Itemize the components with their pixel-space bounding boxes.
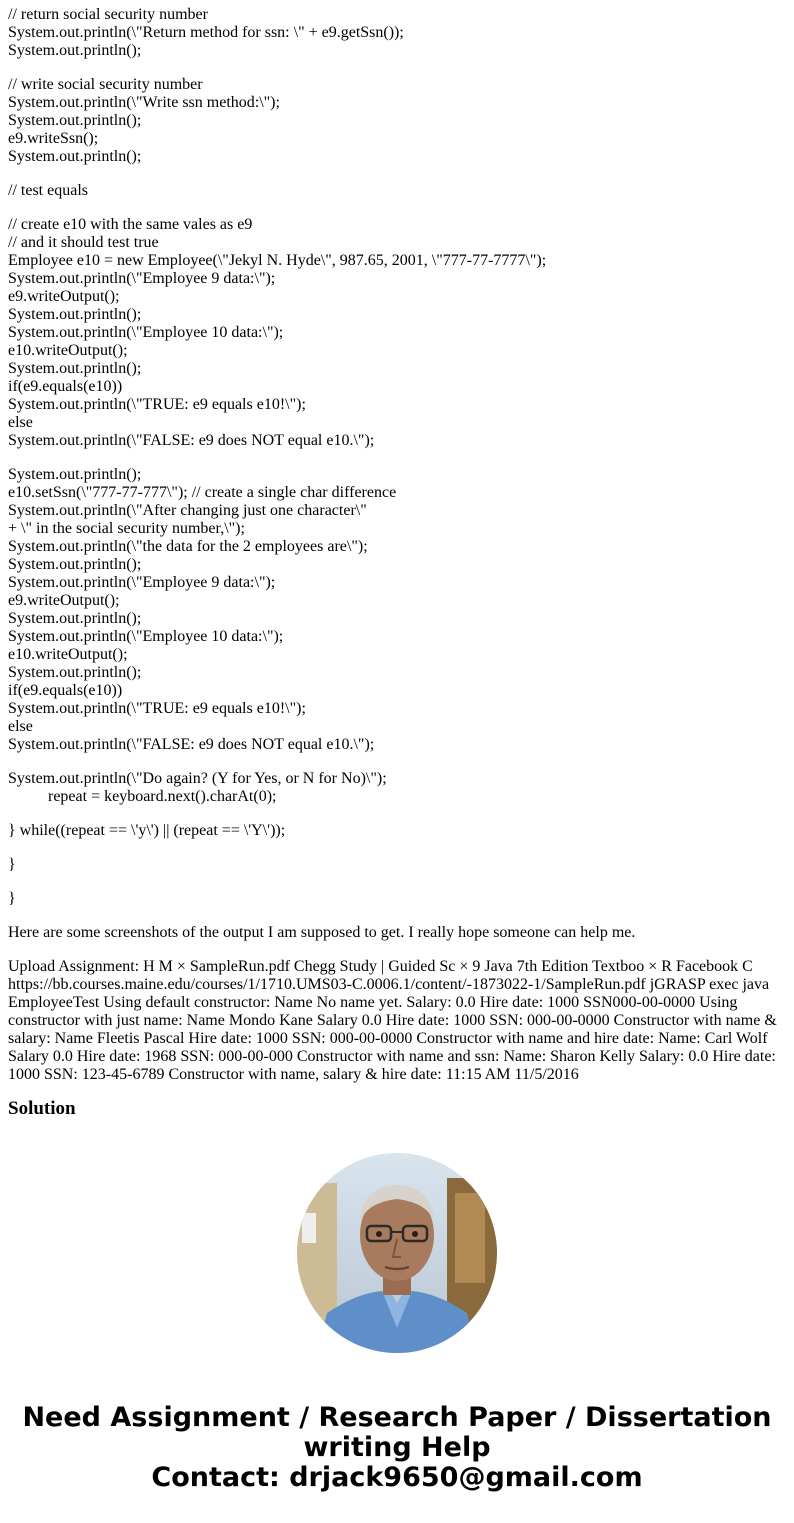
code-line: // write social security number <box>8 76 203 93</box>
code-line: System.out.println(\"Employee 10 data:\"); <box>8 324 284 341</box>
code-line: System.out.println(); <box>8 148 142 165</box>
code-line: System.out.println(); <box>8 360 142 377</box>
code-line: System.out.println(); <box>8 466 142 483</box>
code-line: System.out.println(); <box>8 610 142 627</box>
code-line: } <box>8 890 16 907</box>
code-line: System.out.println(\"FALSE: e9 does NOT equal e10.\"); <box>8 736 375 753</box>
author-photo <box>297 1153 497 1353</box>
code-blank-line <box>8 200 784 216</box>
solution-heading: Solution <box>8 1098 76 1119</box>
code-line: System.out.println(\"TRUE: e9 equals e10!\"); <box>8 396 306 413</box>
code-line: // test equals <box>8 182 88 199</box>
code-blank-line <box>8 450 784 466</box>
code-line: System.out.println(\"Do again? (Y for Yes, or N for No)\"); <box>8 770 387 787</box>
code-line: if(e9.equals(e10)) <box>8 378 123 395</box>
code-blank-line <box>8 166 784 182</box>
code-line: System.out.println(); <box>8 306 142 323</box>
code-line: System.out.println(\"TRUE: e9 equals e10!\"); <box>8 700 306 717</box>
code-line: } <box>8 856 16 873</box>
code-line: System.out.println(\"Employee 10 data:\"); <box>8 628 284 645</box>
code-line: else <box>8 414 33 431</box>
output-paragraph: Upload Assignment: H M × SampleRun.pdf Chegg Study | Guided Sc × 9 Java 7th Edition Textboo × R Facebook C https://bb.courses.maine.edu/courses/1/1710.UMS03-C.0006.1/content/-1873022-1/SampleRun.pdf jGRASP exec java EmployeeTest Using default constructor: Name No name yet. Salary: 0.0 Hire date: 1000 SSN000-00-0000 Using constructor with just name: Name Mondo Kane Salary 0.0 Hire date: 1000 SSN: 000-00-0000 Constructor with name & salary: Name Fleetis Pascal Hire date: 1000 SSN: 000-00-0000 Constructor with name and hire date: Name: Carl Wolf Salary 0.0 Hire date: 1968 SSN: 000-00-000 Constructor with name and ssn: Name: Sharon Kelly Salary: 0.0 Hire date: 1000 SSN: 123-45-6789 Constructor with name, salary & hire date: 11:15 AM 11/5/2016 <box>8 958 777 1083</box>
code-line: e10.writeOutput(); <box>8 646 128 663</box>
code-line: e9.writeSsn(); <box>8 130 99 147</box>
code-blank-line <box>8 874 784 890</box>
document-body <box>8 6 784 1120</box>
code-block <box>8 6 784 908</box>
code-line: e9.writeOutput(); <box>8 592 120 609</box>
code-line: e10.writeOutput(); <box>8 342 128 359</box>
code-line: + \" in the social security number,\"); <box>8 520 245 537</box>
code-line: System.out.println(\"FALSE: e9 does NOT equal e10.\"); <box>8 432 375 449</box>
code-blank-line <box>8 806 784 822</box>
code-line: System.out.println(); <box>8 42 142 59</box>
code-line: else <box>8 718 33 735</box>
footer-line-3: Contact: drjack9650@gmail.com <box>151 1462 643 1493</box>
code-line: System.out.println(\"Write ssn method:\"); <box>8 94 280 111</box>
intro-paragraph: Here are some screenshots of the output I am supposed to get. I really hope someone can help me. <box>8 924 636 941</box>
code-line: Employee e10 = new Employee(\"Jekyl N. Hyde\", 987.65, 2001, \"777-77-7777\"); <box>8 252 547 269</box>
code-line: repeat = keyboard.next().charAt(0); <box>8 788 277 805</box>
code-line: System.out.println(); <box>8 556 142 573</box>
code-line: if(e9.equals(e10)) <box>8 682 123 699</box>
code-line: // return social security number <box>8 6 208 23</box>
code-line: } while((repeat == \'y\') || (repeat == \'Y\')); <box>8 822 286 839</box>
code-line: System.out.println(\"After changing just one character\" <box>8 502 367 519</box>
code-line: System.out.println(); <box>8 664 142 681</box>
code-line: System.out.println(\"Employee 9 data:\"); <box>8 574 276 591</box>
code-line: System.out.println(); <box>8 112 142 129</box>
code-line: e10.setSsn(\"777-77-777\"); // create a single char difference <box>8 484 397 501</box>
code-line: // and it should test true <box>8 234 159 251</box>
footer-line-1: Need Assignment / Research Paper / Dissertation <box>22 1402 772 1433</box>
code-line: System.out.println(\"Employee 9 data:\"); <box>8 270 276 287</box>
code-blank-line <box>8 840 784 856</box>
contact-footer <box>0 1403 794 1493</box>
code-line: System.out.println(\"the data for the 2 employees are\"); <box>8 538 368 555</box>
code-line: e9.writeOutput(); <box>8 288 120 305</box>
footer-line-2: writing Help <box>303 1432 491 1463</box>
code-blank-line <box>8 754 784 770</box>
code-line: System.out.println(\"Return method for ssn: \" + e9.getSsn()); <box>8 24 404 41</box>
author-portrait-image <box>297 1153 497 1353</box>
code-line: // create e10 with the same vales as e9 <box>8 216 253 233</box>
code-blank-line <box>8 60 784 76</box>
